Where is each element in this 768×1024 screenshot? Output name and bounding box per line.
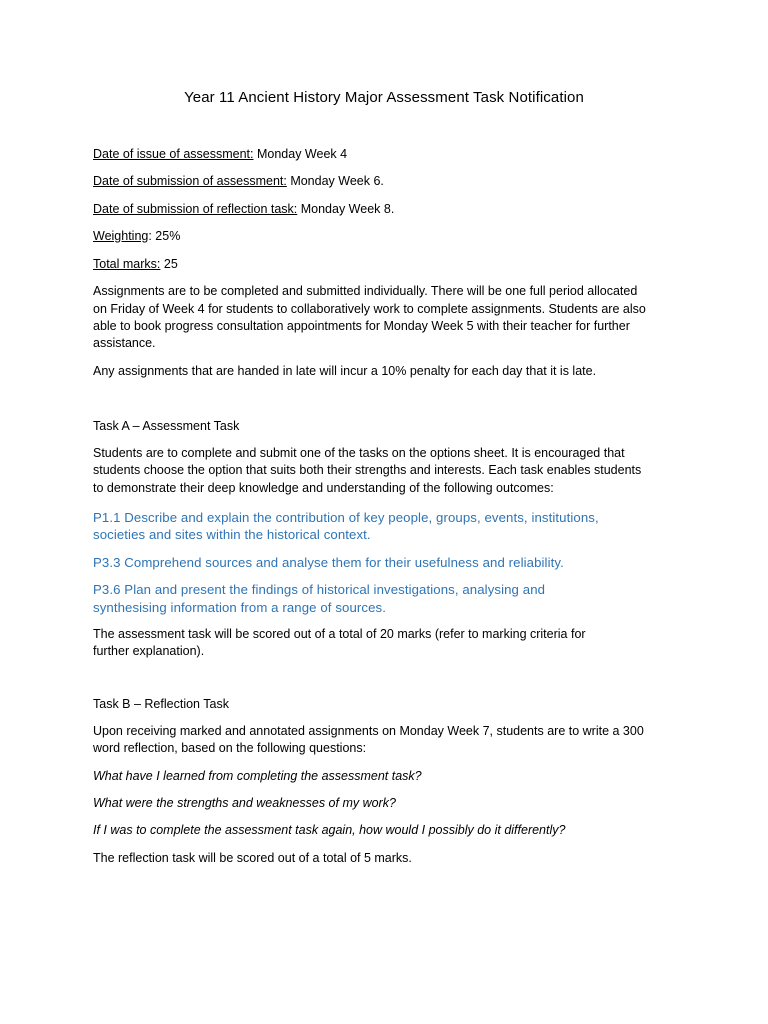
detail-value: 25: [160, 257, 178, 271]
detail-label: Date of issue of assessment:: [93, 147, 254, 161]
intro-line: Assignments are to be completed and submitted individually. There will be one full period allocated: [93, 284, 638, 298]
document-title: Year 11 Ancient History Major Assessment Task Notification: [184, 89, 584, 106]
detail-submission-date: [93, 173, 683, 190]
intro-line: on Friday of Week 4 for students to collaboratively work to complete assignments. Students are also: [93, 302, 646, 316]
task-a-intro-line: Students are to complete and submit one of the tasks on the options sheet. It is encouraged that: [93, 446, 625, 460]
task-b-heading: Task B – Reflection Task: [93, 697, 229, 711]
outcome-p3-6-line: synthesising information from a range of sources.: [93, 600, 386, 615]
task-a-intro-line: to demonstrate their deep knowledge and understanding of the following outcomes:: [93, 481, 554, 495]
task-b-scoring: The reflection task will be scored out of a total of 5 marks.: [93, 851, 412, 865]
detail-reflection-date: [93, 201, 683, 218]
detail-label: Total marks:: [93, 257, 161, 271]
late-policy: Any assignments that are handed in late will incur a 10% penalty for each day that it is late.: [93, 364, 597, 378]
detail-value: Monday Week 6.: [286, 174, 384, 188]
reflection-question: What were the strengths and weaknesses of my work?: [93, 796, 396, 810]
task-a-scoring-line: further explanation).: [93, 644, 205, 658]
detail-issue-date: [93, 146, 683, 163]
task-a-intro-line: students choose the option that suits both their strengths and interests. Each task enables students: [93, 463, 642, 477]
task-b-intro-line: word reflection, based on the following questions:: [93, 741, 367, 755]
detail-label: Date of submission of assessment:: [93, 174, 287, 188]
reflection-question: What have I learned from completing the assessment task?: [93, 769, 422, 783]
detail-value: : 25%: [148, 229, 181, 243]
task-a-heading: Task A – Assessment Task: [93, 419, 240, 433]
intro-line: assistance.: [93, 336, 156, 350]
detail-total-marks: [93, 256, 683, 273]
outcome-p3-3-line: P3.3 Comprehend sources and analyse them for their usefulness and reliability.: [93, 555, 564, 570]
outcome-p3-6-line: P3.6 Plan and present the findings of historical investigations, analysing and: [93, 582, 546, 597]
detail-weighting: [93, 228, 683, 245]
outcome-p1-1-line: P1.1 Describe and explain the contribution of key people, groups, events, institutions,: [93, 510, 599, 525]
intro-line: able to book progress consultation appointments for Monday Week 5 with their teacher for further: [93, 319, 630, 333]
task-b-intro-line: Upon receiving marked and annotated assignments on Monday Week 7, students are to write a 300: [93, 724, 644, 738]
outcome-p1-1-line: societies and sites within the historical context.: [93, 527, 371, 542]
task-a-scoring-line: The assessment task will be scored out of a total of 20 marks (refer to marking criteria for: [93, 627, 586, 641]
detail-label: Weighting: [93, 229, 149, 243]
detail-value: Monday Week 4: [253, 147, 348, 161]
detail-label: Date of submission of reflection task:: [93, 202, 298, 216]
reflection-question: If I was to complete the assessment task again, how would I possibly do it differently?: [93, 823, 566, 837]
detail-value: Monday Week 8.: [297, 202, 395, 216]
